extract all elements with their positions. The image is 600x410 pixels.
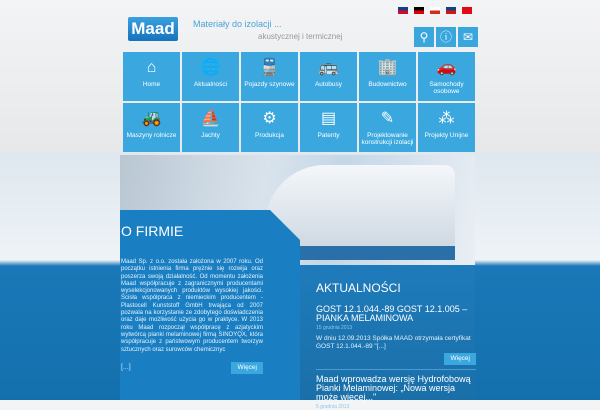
tile-label: Aktualności — [193, 81, 228, 88]
tile-home[interactable] — [123, 52, 180, 101]
news-item-date: 5 grudnia 2013 — [316, 404, 350, 410]
divider — [316, 369, 476, 370]
tile-projektowanie-konstrukcji-izolacji[interactable] — [359, 103, 416, 152]
flag-de-icon[interactable] — [414, 7, 424, 14]
news-item-title[interactable]: GOST 12.1.044.-89 GOST 12.1.005 – PIANKA MELAMINOWA — [316, 304, 468, 323]
tile-icon: 🏢 — [377, 59, 398, 76]
info-icon: ⓘ — [439, 30, 452, 44]
tile-label: Patenty — [317, 132, 340, 139]
category-tiles — [123, 52, 475, 152]
about-text: Maad Sp. z o.o. została założona w 2007 roku. Od początku istnienia firma prężnie się rozwija oraz poszerza swoją działalność. Od momentu założenia Maad współpracuje z zagranicznymi producentami wyselekcjonowanych produktów wysokiej jakości. Ścisła współpraca z niemieckim producentem - Plastocell Kunststoff GmbH trwająca od 2007 pozwala na korzystanie ze zdobytego doświadczenia oraz daje możliwość użycia go w praktyce. W 2013 roku Maad rozpoczął współpracę z azjatyckim wytwórcą pianki melaminowej firmą SINOYQX, która współpracuje z państwowym producentem tworzyw sztucznych oraz surowców chemicznyc — [121, 259, 263, 353]
about-content — [121, 223, 263, 374]
news-content — [316, 281, 476, 410]
tile-icon: ⁂ — [438, 110, 455, 127]
tagline: Materiały do izolacji ... — [193, 19, 282, 29]
tile-autobusy[interactable] — [300, 52, 357, 101]
tile-icon: ⚙ — [262, 110, 277, 127]
tile-label: Home — [142, 81, 161, 88]
about-footer — [121, 362, 263, 374]
tile-label: Pojazdy szynowe — [244, 81, 295, 88]
tile-produkcja[interactable] — [241, 103, 298, 152]
tile-label: Autobusy — [314, 81, 343, 88]
flag-tr-icon[interactable] — [462, 7, 472, 14]
contact-button[interactable] — [458, 27, 478, 47]
news-item-title[interactable]: Maad wprowadza wersję Hydrofobową Pianki Melaminowej: „Nowa wersja może więcej..." — [316, 374, 471, 402]
tile-label: Jachty — [201, 132, 220, 139]
tile-aktualności[interactable] — [182, 52, 239, 101]
language-flags — [398, 7, 472, 14]
tile-budownictwo[interactable] — [359, 52, 416, 101]
tile-maszyny-rolnicze[interactable] — [123, 103, 180, 152]
logo[interactable]: Maad — [128, 17, 178, 41]
info-button[interactable] — [436, 27, 456, 47]
flag-en-icon[interactable] — [398, 7, 408, 14]
tile-jachty[interactable] — [182, 103, 239, 152]
tile-label: Produkcja — [255, 132, 284, 139]
tile-projekty-unijne[interactable] — [418, 103, 475, 152]
search-button[interactable] — [414, 27, 434, 47]
tile-label: Budownictwo — [368, 81, 407, 88]
tile-samochody-osobowe[interactable] — [418, 52, 475, 101]
tile-icon: ⛵ — [200, 110, 221, 127]
about-ellipsis: [...] — [121, 364, 131, 372]
tile-pojazdy-szynowe[interactable] — [241, 52, 298, 101]
about-more-button[interactable]: Więcej — [231, 362, 263, 374]
about-title: O FIRMIE — [121, 223, 184, 239]
tile-label: Samochody osobowe — [429, 81, 464, 95]
tile-icon: 🚜 — [141, 110, 162, 127]
news-item-body: W dniu 12.09.2013 Spółka MAAD otrzymała certyfikat GOST 12.1.044.-89 "[...] — [316, 335, 471, 350]
tile-icon: ✎ — [380, 110, 395, 127]
tile-label: Maszyny rolnicze — [126, 132, 177, 139]
tile-patenty[interactable] — [300, 103, 357, 152]
tile-icon: 🚆 — [259, 59, 280, 76]
news-title: AKTUALNOŚCI — [316, 281, 401, 295]
tile-label: Projektowanie konstrukcji izolacji — [361, 132, 414, 146]
tile-icon: ▤ — [320, 110, 337, 127]
tile-icon: 🚗 — [436, 59, 457, 76]
flag-ru-icon[interactable] — [430, 7, 440, 14]
search-icon: ⚲ — [419, 30, 429, 44]
news-item-date: 15 grudnia 2013 — [316, 325, 353, 331]
tile-icon: 🌐 — [200, 59, 221, 76]
flag-cz-icon[interactable] — [446, 7, 456, 14]
tile-label: Projekty Unijne — [424, 132, 469, 139]
mail-icon: ✉ — [462, 30, 474, 44]
tile-icon: 🚌 — [318, 59, 339, 76]
tagline-sub: akustycznej i termicznej — [258, 32, 343, 41]
news-more-button[interactable]: Więcej — [444, 353, 476, 365]
tile-icon: ⌂ — [146, 59, 157, 76]
